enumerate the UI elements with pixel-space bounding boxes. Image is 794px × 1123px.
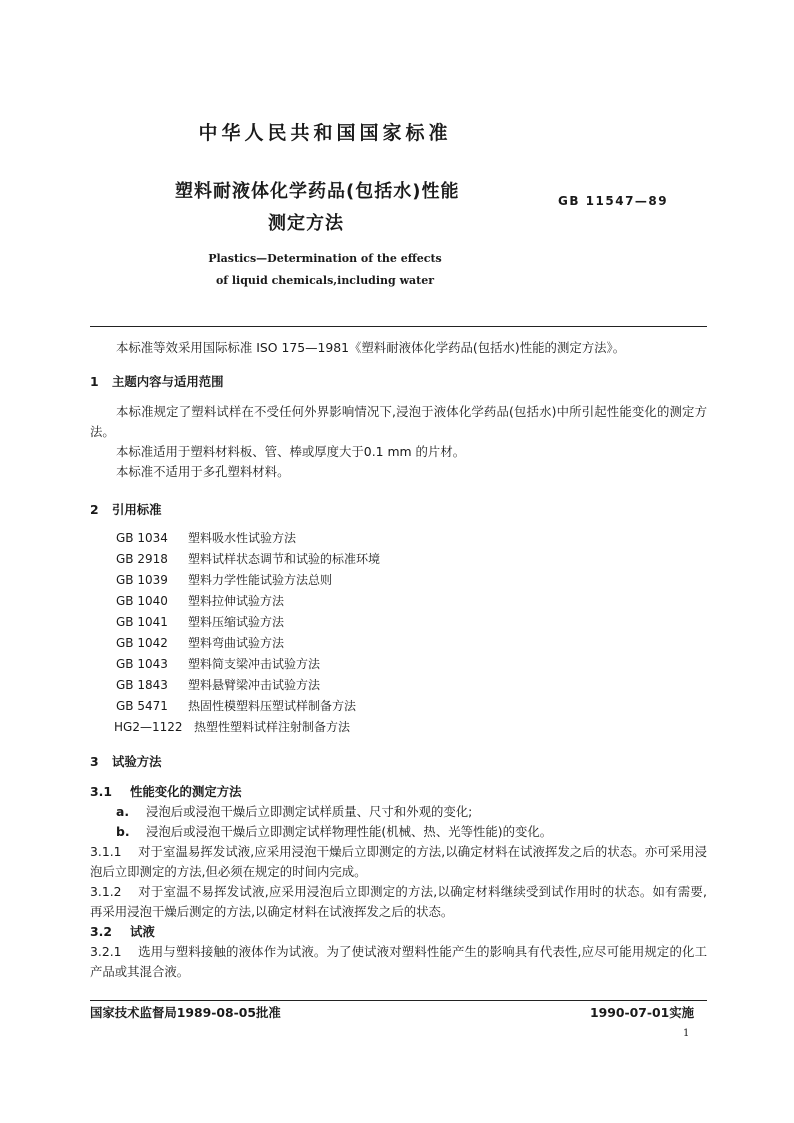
intro-text: 本标准等效采用国际标准 ISO 175—1981《塑料耐液体化学药品(包括水)性能的测定方法》。 xyxy=(116,340,626,355)
ref-code: GB 1043 xyxy=(116,657,168,671)
ref-name: 塑料悬臂梁冲击试验方法 xyxy=(188,678,321,692)
list-item-a xyxy=(90,802,707,822)
section-1-paragraph-2: 本标准适用于塑料材料板、管、棒或厚度大于0.1 mm 的片材。 xyxy=(116,444,466,459)
section-3-number: 3 xyxy=(90,754,99,769)
section-2-heading xyxy=(90,500,707,520)
standard-number: GB 11547—89 xyxy=(558,194,669,208)
section-3-title: 试验方法 xyxy=(112,754,162,769)
ref-name: 热塑性塑料试样注射制备方法 xyxy=(194,720,351,734)
section-1-number: 1 xyxy=(90,374,99,389)
subsection-3-1-2-number: 3.1.2 xyxy=(90,884,122,899)
list-item xyxy=(116,654,380,675)
section-2-title: 引用标准 xyxy=(112,502,162,517)
list-item xyxy=(116,591,380,612)
item-a-label: a. xyxy=(116,804,130,819)
document-title-zh-line1: 塑料耐液体化学药品(包括水)性能 xyxy=(175,181,460,202)
document-title-zh-line2: 测定方法 xyxy=(268,213,344,234)
document-title-en-line1: Plastics—Determination of the effects xyxy=(208,252,442,265)
ref-name: 塑料试样状态调节和试验的标准环境 xyxy=(188,552,381,566)
subsection-3-1-1-text: 对于室温易挥发试液,应采用浸泡干燥后立即测定的方法,以确定材料在试液挥发之后的状态。亦可采用浸泡后立即测定的方法,但必须在规定的时间内完成。 xyxy=(90,844,707,879)
ref-code: GB 5471 xyxy=(116,699,168,713)
subsection-3-1-2-text: 对于室温不易挥发试液,应采用浸泡后立即测定的方法,以确定材料继续受到试作用时的状态。如有需要,再采用浸泡干燥后测定的方法,以确定材料在试液挥发之后的状态。 xyxy=(90,884,707,919)
ref-code: HG2—1122 xyxy=(114,720,183,734)
section-1-paragraph-1: 本标准规定了塑料试样在不受任何外界影响情况下,浸泡于液体化学药品(包括水)中所引起性能变化的测定方法。 xyxy=(90,404,707,439)
item-b-text: 浸泡后或浸泡干燥后立即测定试样物理性能(机械、热、光等性能)的变化。 xyxy=(146,824,553,839)
ref-code: GB 1034 xyxy=(116,531,168,545)
approval-note: 国家技术监督局1989-08-05批准 xyxy=(90,1005,281,1020)
item-b-label: b. xyxy=(116,824,130,839)
ref-code: GB 1040 xyxy=(116,594,168,608)
ref-name: 塑料弯曲试验方法 xyxy=(188,636,285,650)
item-a-text: 浸泡后或浸泡干燥后立即测定试样质量、尺寸和外观的变化; xyxy=(146,804,473,819)
subsection-3-1-1 xyxy=(90,842,707,882)
ref-code: GB 1843 xyxy=(116,678,168,692)
referenced-standards-list xyxy=(116,528,380,738)
ref-code: GB 2918 xyxy=(116,552,168,566)
subsection-3-1-2 xyxy=(90,882,707,922)
section-1-paragraph-3: 本标准不适用于多孔塑料材料。 xyxy=(116,464,290,479)
section-3-heading xyxy=(90,752,707,772)
ref-name: 塑料压缩试验方法 xyxy=(188,615,285,629)
ref-name: 塑料吸水性试验方法 xyxy=(188,531,297,545)
subsection-3-1-1-number: 3.1.1 xyxy=(90,844,122,859)
subsection-3-2-number: 3.2 xyxy=(90,924,112,939)
list-item xyxy=(116,717,380,738)
section-3-body xyxy=(90,782,707,982)
ref-code: GB 1042 xyxy=(116,636,168,650)
list-item xyxy=(116,528,380,549)
ref-code: GB 1039 xyxy=(116,573,168,587)
header-divider xyxy=(90,326,707,327)
page-number: 1 xyxy=(683,1028,690,1039)
list-item xyxy=(116,675,380,696)
national-standard-heading: 中华人民共和国国家标准 xyxy=(198,122,452,144)
ref-code: GB 1041 xyxy=(116,615,168,629)
ref-name: 塑料力学性能试验方法总则 xyxy=(188,573,333,587)
intro-paragraph xyxy=(90,338,707,358)
document-title-en-line2: of liquid chemicals,including water xyxy=(215,274,435,287)
subsection-3-2-1-number: 3.2.1 xyxy=(90,944,122,959)
list-item xyxy=(116,633,380,654)
subsection-3-2-1-text: 选用与塑料接触的液体作为试液。为了使试液对塑料性能产生的影响具有代表性,应尽可能用规定的化工产品或其混合液。 xyxy=(90,944,707,979)
section-1-body xyxy=(90,402,707,482)
list-item xyxy=(116,696,380,717)
list-item xyxy=(116,549,380,570)
list-item-b xyxy=(90,822,707,842)
list-item xyxy=(116,570,380,591)
section-1-heading xyxy=(90,372,707,392)
list-item xyxy=(116,612,380,633)
subsection-3-2-title: 试液 xyxy=(130,924,155,939)
section-1-title: 主题内容与适用范围 xyxy=(112,374,224,389)
implementation-date: 1990-07-01实施 xyxy=(590,1005,695,1020)
section-2-number: 2 xyxy=(90,502,99,517)
subsection-3-2-heading xyxy=(90,922,707,942)
subsection-3-1-number: 3.1 xyxy=(90,784,112,799)
ref-name: 塑料简支梁冲击试验方法 xyxy=(188,657,321,671)
subsection-3-2-1 xyxy=(90,942,707,982)
footer-divider xyxy=(90,1000,707,1001)
subsection-3-1-title: 性能变化的测定方法 xyxy=(130,784,242,799)
ref-name: 塑料拉伸试验方法 xyxy=(188,594,285,608)
ref-name: 热固性模塑料压塑试样制备方法 xyxy=(188,699,357,713)
subsection-3-1-heading xyxy=(90,782,707,802)
